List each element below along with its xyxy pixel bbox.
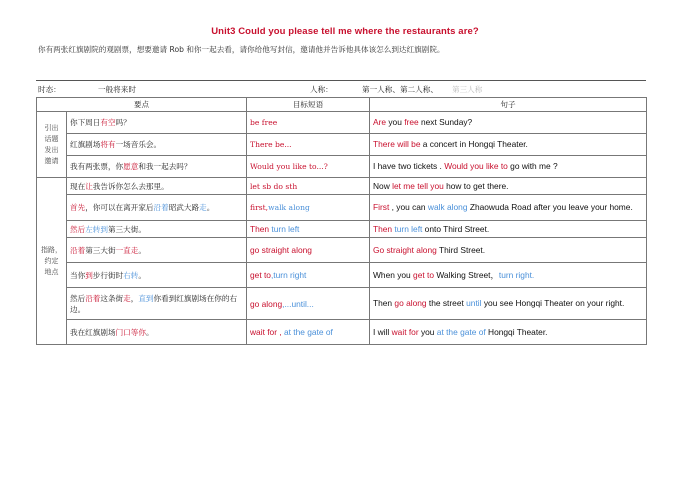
phrase-cell [247, 263, 370, 288]
meta-row [36, 84, 646, 97]
text-segment: first [250, 203, 266, 212]
text-segment: next Sunday? [418, 117, 473, 127]
point-cell [67, 178, 247, 195]
text-segment: 我告诉你怎么去那里。 [92, 181, 169, 191]
table-row [37, 112, 647, 134]
text-segment: Walking Street， [434, 269, 499, 280]
group-label-directions: 指路， 约定 地点 [37, 178, 67, 345]
text-segment: 一场音乐会。 [115, 140, 162, 149]
text-segment: 和我一起去吗？ [138, 162, 192, 171]
page-title: Unit3 Could you please tell me where the restaurants are? [211, 26, 479, 37]
phrase-cell: There be... [247, 134, 370, 156]
text-segment: 走 [123, 293, 131, 303]
point-cell [67, 221, 247, 238]
text-segment: 吗？ [115, 118, 131, 127]
text-segment: Hongqi Theater. [485, 326, 548, 337]
text-segment: 这条街 [100, 293, 124, 303]
phrase-cell [247, 288, 370, 320]
text-segment: go along [250, 298, 283, 309]
text-segment: let me tell you [392, 180, 444, 191]
text-segment: , [277, 327, 284, 337]
table-row [37, 288, 647, 320]
text-segment: 愿意 [123, 162, 139, 171]
point-cell [67, 263, 247, 288]
text-segment: There will be [373, 139, 421, 149]
text-segment: turn right. [498, 269, 535, 280]
sentence-cell [370, 178, 647, 195]
text-segment: 右转 [123, 270, 139, 280]
divider [36, 80, 646, 81]
point-cell [67, 195, 247, 221]
text-segment: 昭武大路 [168, 203, 200, 212]
text-segment: 。 [145, 327, 154, 337]
text-segment: 我有两张票，你 [70, 162, 124, 171]
phrase-cell: Would you like to...? [247, 156, 370, 178]
text-segment: , [265, 203, 269, 212]
text-segment: 走 [199, 203, 207, 212]
text-segment: 我在红旗剧场 [70, 327, 116, 337]
text-segment: 首先 [70, 203, 86, 212]
header-points: 要点 [37, 98, 247, 112]
table-row [37, 320, 647, 345]
phrase-cell [247, 320, 370, 345]
table-row [37, 178, 647, 195]
person-value: 第一人称、第二人称、 [362, 85, 438, 94]
text-segment: 沿着 [85, 293, 101, 303]
group-label-invite: 引出 话题 发出 邀请 [37, 112, 67, 178]
table-row [37, 134, 647, 156]
text-segment: free [404, 117, 419, 127]
text-segment: 当你 [70, 270, 86, 280]
text-segment: 第三大街。 [107, 224, 146, 234]
text-segment: When you [373, 269, 414, 280]
text-segment: Then [373, 298, 395, 308]
text-segment: turn left [392, 223, 423, 234]
instruction-text: 你有两张红旗剧院的观剧票，想要邀请 Rob 和你一起去看，请你给他写封信，邀请他并告诉他具体该怎么到达红旗剧院。 [38, 45, 445, 54]
text-segment: 。 [206, 203, 215, 212]
outline-table [36, 97, 647, 345]
text-segment: , you can [389, 202, 428, 212]
text-segment: Now [373, 180, 393, 191]
text-segment: 第三大街 [85, 245, 116, 255]
text-segment: turn left [269, 224, 300, 234]
text-segment: 到 [85, 270, 93, 280]
person-value-faded: 第三人称 [452, 85, 483, 94]
text-segment: Then [250, 224, 270, 234]
header-sentences: 句子 [370, 98, 647, 112]
text-segment: you see Hongqi Theater on your right. [481, 298, 625, 308]
text-segment: 左转到 [85, 224, 108, 234]
text-segment: Are [373, 117, 387, 127]
text-segment: Then [373, 223, 393, 234]
text-segment: get to [250, 270, 271, 280]
tense-label: 时态： [38, 85, 61, 94]
text-segment: the street [426, 298, 467, 308]
text-segment: Go straight along [373, 244, 437, 255]
text-segment: 让 [85, 181, 93, 191]
sentence-cell [370, 320, 647, 345]
point-cell [67, 288, 247, 320]
text-segment: at the gate of [283, 327, 333, 337]
phrase-cell [247, 195, 370, 221]
text-segment: First [373, 202, 390, 212]
text-segment: I have two tickets . [373, 161, 445, 171]
text-segment: go along [394, 298, 427, 308]
tense-value: 一般将来时 [98, 85, 136, 94]
point-cell [67, 134, 247, 156]
text-segment: 红旗剧场 [70, 140, 101, 149]
phrase-cell: go straight along [247, 238, 370, 263]
text-segment: ,turn right [270, 270, 307, 280]
text-segment: Third Street. [436, 244, 486, 255]
text-segment: 将有 [100, 140, 116, 149]
text-segment: 现在 [70, 181, 86, 191]
phrase-cell [247, 221, 370, 238]
point-cell [67, 156, 247, 178]
sentence-cell [370, 221, 647, 238]
text-segment: walk along [268, 203, 310, 212]
text-segment: a concert in Hongqi Theater. [420, 139, 528, 149]
text-segment: until [466, 298, 482, 308]
text-segment: Zhaowuda Road after you leave your home. [467, 202, 633, 212]
point-cell [67, 238, 247, 263]
text-segment: ,...until... [282, 298, 314, 309]
text-segment: 然后 [70, 293, 86, 303]
sentence-cell [370, 288, 647, 320]
text-segment: walk along [427, 202, 468, 212]
phrase-cell: be free [247, 112, 370, 134]
text-segment: 一直走 [115, 245, 139, 255]
sentence-cell [370, 112, 647, 134]
text-segment: you [386, 117, 405, 127]
table-row [37, 156, 647, 178]
table-header-row [37, 98, 647, 112]
text-segment: Would you like to [444, 161, 508, 171]
text-segment: wait for [250, 327, 277, 337]
text-segment: wait for [391, 326, 419, 337]
text-segment: 门口等你 [115, 327, 146, 337]
sentence-cell [370, 195, 647, 221]
table-row [37, 195, 647, 221]
text-segment: 沿着 [70, 245, 86, 255]
text-segment: get to [413, 269, 435, 280]
person-label: 人称： [310, 85, 333, 94]
text-segment: at the gate of [436, 326, 486, 337]
text-segment: go with me ? [507, 161, 558, 171]
text-segment: 然后 [70, 224, 86, 234]
point-cell [67, 320, 247, 345]
text-segment: ，你可以在离开家后 [85, 203, 154, 212]
text-segment: 直到 [138, 293, 154, 303]
text-segment: you [418, 326, 437, 337]
text-segment: 有空 [100, 118, 116, 127]
point-cell [67, 112, 247, 134]
text-segment: 。 [138, 270, 146, 280]
sentence-cell [370, 263, 647, 288]
header-phrases: 目标短语 [247, 98, 370, 112]
table-row [37, 221, 647, 238]
text-segment: onto Third Street. [422, 223, 490, 234]
text-segment: 你下周日 [70, 118, 101, 127]
sentence-cell [370, 134, 647, 156]
table-row [37, 238, 647, 263]
text-segment: 沿着 [153, 203, 169, 212]
phrase-cell: let sb do sth [247, 178, 370, 195]
sentence-cell [370, 156, 647, 178]
text-segment: 步行街时 [92, 270, 124, 280]
text-segment: 你看到红旗剧场在你的右边。 [70, 293, 238, 314]
text-segment: ， [130, 293, 139, 303]
text-segment: how to get there. [443, 180, 509, 191]
text-segment: I will [373, 326, 392, 337]
text-segment: 。 [138, 245, 146, 255]
table-row [37, 263, 647, 288]
sentence-cell [370, 238, 647, 263]
